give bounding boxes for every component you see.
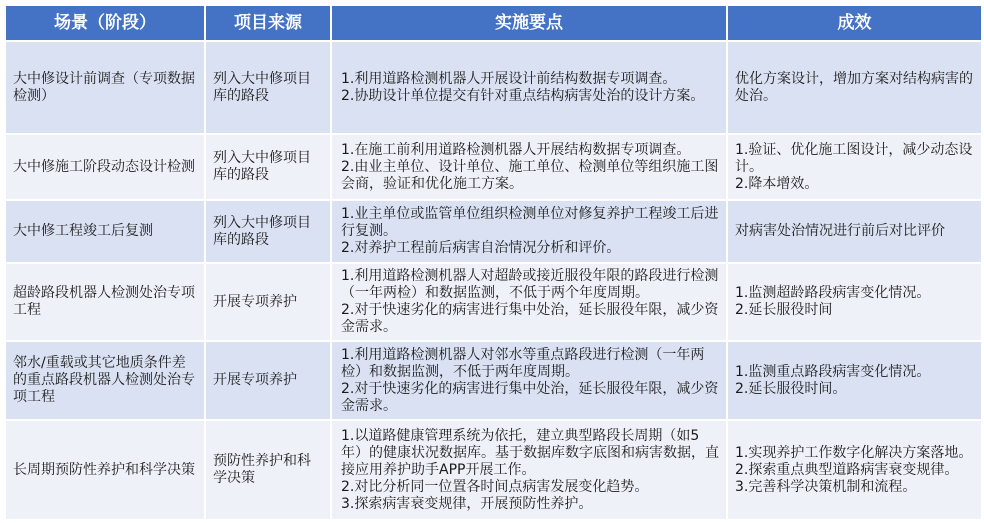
- table-row: [5, 341, 982, 420]
- scene-cell: 大中修工程竣工后复测: [5, 200, 205, 263]
- scene-cell: 大中修施工阶段动态设计检测: [5, 134, 205, 200]
- effects-cell: [727, 134, 982, 200]
- effects-cell: [727, 420, 982, 520]
- point-item: 1.在施工前利用道路检测机器人开展结构数据专项调查。: [341, 141, 691, 158]
- scene-cell: 长周期预防性养护和科学决策: [5, 420, 205, 520]
- source-cell: 开展专项养护: [205, 263, 331, 341]
- scene-cell: 邻水/重载或其它地质条件差的重点路段机器人检测处治专项工程: [5, 341, 205, 420]
- table-row: [5, 420, 982, 520]
- point-item: 2.对比分析同一位置各时间点病害发展变化趋势。: [341, 478, 649, 495]
- table-row: [5, 134, 982, 200]
- point-item: 1.利用道路检测机器人对邻水等重点路段进行检测（一年两检）和数据监测，不低于两年度周期。: [341, 346, 705, 380]
- table-row: [5, 263, 982, 341]
- effect-item: 1.实现养护工作数字化解决方案落地。: [735, 444, 973, 461]
- point-item: 1.利用道路检测机器人对超龄或接近服役年限的路段进行检测（一年两检）和数据监测，不低于两个年度周期。: [341, 268, 719, 301]
- scenario-table: [4, 4, 983, 521]
- effects-cell: [727, 263, 982, 341]
- effect-item: 2.延长服役时间。: [735, 380, 847, 397]
- table-row: [5, 41, 982, 134]
- source-cell: 开展专项养护: [205, 341, 331, 420]
- effect-item: 1.监测超龄路段病害变化情况。: [735, 285, 931, 301]
- points-cell: [331, 41, 727, 134]
- effect-item: 2.探索重点典型道路病害衰变规律。: [735, 461, 959, 478]
- source-cell: 列入大中修项目库的路段: [205, 200, 331, 263]
- points-cell: [331, 263, 727, 341]
- effects-cell: [727, 341, 982, 420]
- table-row: [5, 200, 982, 263]
- effects-cell: [727, 200, 982, 263]
- point-item: 1.业主单位或监管单位组织检测单位对修复养护工程竣工后进行复测。: [341, 206, 719, 239]
- header-scene: 场景（阶段）: [5, 5, 205, 41]
- points-cell: [331, 200, 727, 263]
- point-item: 3.探索病害衰变规律，开展预防性养护。: [341, 495, 593, 512]
- header-effects: 成效: [727, 5, 982, 41]
- header-source: 项目来源: [205, 5, 331, 41]
- header-row: [5, 5, 982, 41]
- points-cell: [331, 134, 727, 200]
- effect-item: 1.监测重点路段病害变化情况。: [735, 363, 931, 380]
- point-item: 2.由业主单位、设计单位、施工单位、检测单位等组织施工图会商，验证和优化施工方案。: [341, 158, 719, 192]
- scene-cell: 大中修设计前调查（专项数据检测）: [5, 41, 205, 134]
- effect-item: 优化方案设计，增加方案对结构病害的处治。: [735, 70, 973, 104]
- points-cell: [331, 420, 727, 520]
- point-item: 2.协助设计单位提交有针对重点结构病害处治的设计方案。: [341, 87, 705, 104]
- effect-item: 2.降本增效。: [735, 175, 819, 192]
- source-cell: 预防性养护和科学决策: [205, 420, 331, 520]
- source-cell: 列入大中修项目库的路段: [205, 134, 331, 200]
- effect-item: 对病害处治情况进行前后对比评价: [735, 223, 945, 239]
- effects-cell: [727, 41, 982, 134]
- point-item: 2.对于快速劣化的病害进行集中处治，延长服役年限，减少资金需求。: [341, 302, 719, 335]
- point-item: 2.对养护工程前后病害自治情况分析和评价。: [341, 240, 621, 256]
- header-points: 实施要点: [331, 5, 727, 41]
- point-item: 2.对于快速劣化的病害进行集中处治，延长服役年限，减少资金需求。: [341, 380, 719, 414]
- point-item: 1.利用道路检测机器人开展设计前结构数据专项调查。: [341, 70, 677, 87]
- point-item: 1.以道路健康管理系统为依托，建立典型路段长周期（如5年）的健康状况数据库。基于数据库数字底图和病害数据，直接应用养护助手APP开展工作。: [341, 427, 719, 478]
- effect-item: 3.完善科学决策机制和流程。: [735, 478, 917, 495]
- scene-cell: 超龄路段机器人检测处治专项工程: [5, 263, 205, 341]
- points-cell: [331, 341, 727, 420]
- source-cell: 列入大中修项目库的路段: [205, 41, 331, 134]
- effect-item: 2.延长服役时间: [735, 302, 833, 318]
- effect-item: 1.验证、优化施工图设计，减少动态设计。: [735, 141, 973, 175]
